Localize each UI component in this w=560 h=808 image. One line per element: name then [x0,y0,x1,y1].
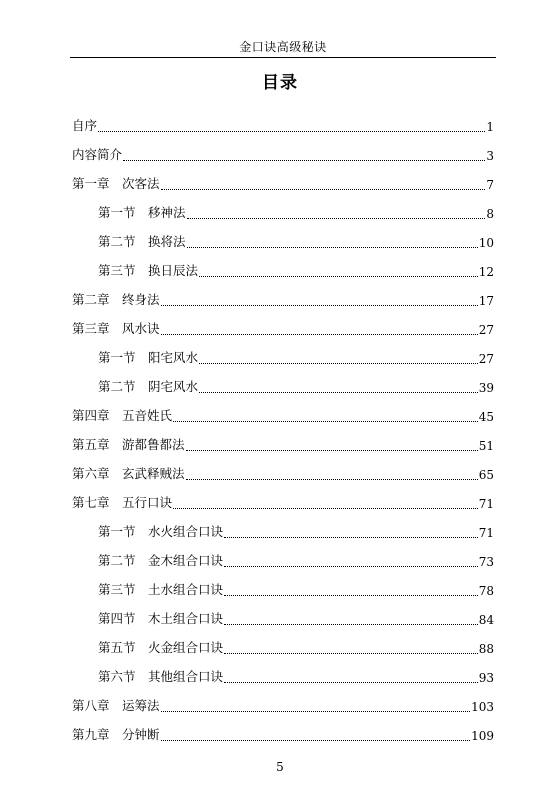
toc-entry[interactable] [72,286,494,315]
toc-entry-label: 第四节 木土组合口诀 [98,611,224,627]
table-of-contents [72,112,494,750]
running-header: 金口诀高级秘诀 [239,40,327,54]
toc-entry-label: 第二节 金木组合口诀 [98,553,224,569]
toc-entry-label: 第一节 水火组合口诀 [98,524,224,540]
dot-leader [199,363,478,364]
toc-entry-page: 88 [478,641,494,656]
toc-entry-label: 内容简介 [72,147,123,163]
toc-entry-label: 第九章 分钟断 [72,727,160,743]
dot-leader [161,305,478,306]
toc-entry-page: 3 [486,148,494,163]
toc-entry[interactable] [72,431,494,460]
dot-leader [123,160,485,161]
toc-entry-label: 第五节 火金组合口诀 [98,640,224,656]
toc-entry-page: 10 [478,235,494,250]
toc-entry-page: 109 [471,728,494,743]
dot-leader [224,566,478,567]
dot-leader [186,450,478,451]
dot-leader [224,537,478,538]
page-number: 5 [276,760,284,774]
toc-entry-label: 第一节 移神法 [98,205,186,221]
toc-entry[interactable] [72,663,494,692]
dot-leader [173,508,478,509]
toc-entry-label: 第八章 运筹法 [72,698,160,714]
toc-entry[interactable] [72,489,494,518]
toc-entry[interactable] [72,257,494,286]
toc-title: 目录 [262,73,298,93]
toc-entry-page: 7 [486,177,494,192]
dot-leader [186,479,478,480]
toc-entry-page: 51 [478,438,494,453]
toc-entry-page: 65 [478,467,494,482]
toc-entry-page: 71 [478,525,494,540]
dot-leader [161,189,486,190]
dot-leader [224,595,478,596]
toc-entry[interactable] [72,315,494,344]
toc-entry-label: 自序 [72,118,98,134]
toc-entry-label: 第四章 五音姓氏 [72,408,173,424]
toc-entry-label: 第五章 游都鲁都法 [72,437,185,453]
toc-entry[interactable] [72,141,494,170]
toc-entry-page: 27 [478,351,494,366]
toc-entry[interactable] [72,170,494,199]
toc-entry[interactable] [72,547,494,576]
toc-entry-page: 39 [478,380,494,395]
toc-entry-label: 第一章 次客法 [72,176,160,192]
dot-leader [161,334,478,335]
dot-leader [161,711,471,712]
dot-leader [224,682,478,683]
toc-entry[interactable] [72,576,494,605]
toc-entry-label: 第一节 阳宅风水 [98,350,199,366]
dot-leader [173,421,478,422]
toc-entry[interactable] [72,228,494,257]
toc-entry[interactable] [72,518,494,547]
header-rule [70,57,496,58]
toc-entry-label: 第七章 五行口诀 [72,495,173,511]
dot-leader [187,218,486,219]
toc-entry[interactable] [72,692,494,721]
toc-entry-page: 8 [486,206,494,221]
toc-entry[interactable] [72,605,494,634]
toc-entry-page: 12 [478,264,494,279]
dot-leader [199,392,478,393]
toc-entry-label: 第三章 风水诀 [72,321,160,337]
toc-entry-label: 第六章 玄武释贼法 [72,466,185,482]
toc-entry-label: 第三节 土水组合口诀 [98,582,224,598]
toc-entry[interactable] [72,112,494,141]
toc-entry[interactable] [72,344,494,373]
toc-entry-page: 84 [478,612,494,627]
toc-entry-page: 78 [478,583,494,598]
toc-entry-page: 27 [478,322,494,337]
dot-leader [161,740,471,741]
toc-entry[interactable] [72,460,494,489]
toc-entry-label: 第六节 其他组合口诀 [98,669,224,685]
dot-leader [224,624,478,625]
toc-entry[interactable] [72,402,494,431]
toc-entry-page: 93 [478,670,494,685]
toc-entry-page: 17 [478,293,494,308]
dot-leader [199,276,478,277]
toc-entry-label: 第二章 终身法 [72,292,160,308]
toc-entry[interactable] [72,721,494,750]
dot-leader [224,653,478,654]
dot-leader [187,247,478,248]
toc-entry-page: 45 [478,409,494,424]
toc-entry-page: 103 [471,699,494,714]
toc-entry[interactable] [72,634,494,663]
toc-entry-label: 第二节 阴宅风水 [98,379,199,395]
toc-entry[interactable] [72,373,494,402]
toc-entry-page: 1 [486,119,494,134]
toc-entry-page: 71 [478,496,494,511]
toc-entry[interactable] [72,199,494,228]
dot-leader [98,131,485,132]
toc-entry-page: 73 [478,554,494,569]
toc-entry-label: 第三节 换日辰法 [98,263,199,279]
toc-entry-label: 第二节 换将法 [98,234,186,250]
